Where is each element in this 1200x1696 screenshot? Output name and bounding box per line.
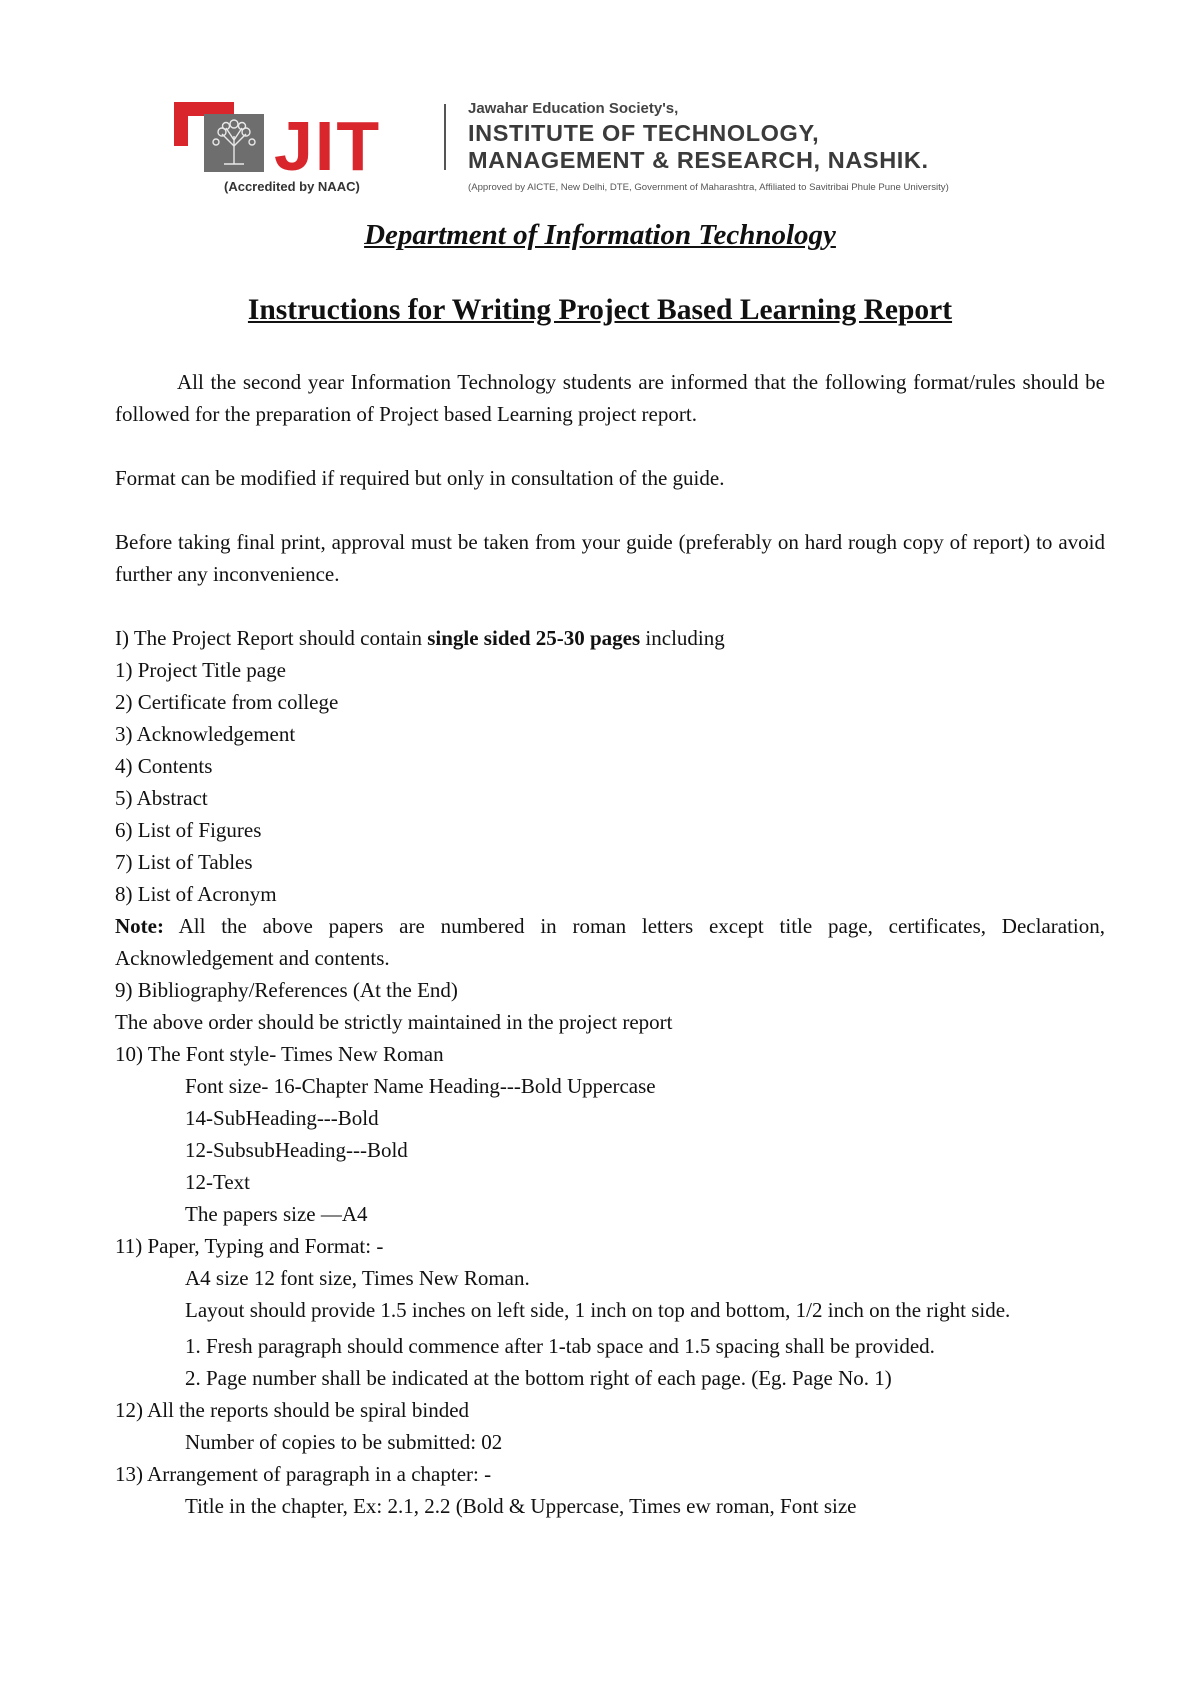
accreditation-label: (Accredited by NAAC) (224, 179, 360, 194)
list-item: 6) List of Figures (115, 818, 262, 842)
intro-paragraph: All the second year Information Technology students are informed that the following format/rules should be followed for the preparation of Project based Learning project report. (115, 370, 1105, 426)
section1-heading: I) The Project Report should contain single sided 25-30 pages including (115, 626, 725, 650)
copies-line: Number of copies to be submitted: 02 (185, 1430, 503, 1454)
arrangement-line: Title in the chapter, Ex: 2.1, 2.2 (Bold & Uppercase, Times ew roman, Font size (185, 1494, 857, 1518)
letterhead (172, 96, 1072, 206)
list-item: 3) Acknowledgement (115, 722, 296, 746)
list-item: 9) Bibliography/References (At the End) (115, 978, 458, 1002)
list-item: 5) Abstract (115, 786, 208, 810)
font-style-line: 12-SubsubHeading---Bold (185, 1138, 408, 1162)
page-count-emphasis: single sided 25-30 pages (427, 626, 641, 650)
list-item: 2) Certificate from college (115, 690, 339, 714)
note-label: Note: (115, 914, 164, 938)
society-name: Jawahar Education Society's, (468, 100, 679, 117)
list-item: 7) List of Tables (115, 850, 253, 874)
arrangement-heading: 13) Arrangement of paragraph in a chapter: - (115, 1462, 492, 1486)
font-style-heading: 10) The Font style- Times New Roman (115, 1042, 444, 1066)
numbering-note: Note: All the above papers are numbered in roman letters except title page, certificates, Declaration, Acknowledgement and contents. (115, 914, 1105, 970)
institute-name-line2: MANAGEMENT & RESEARCH, NASHIK. (468, 147, 929, 173)
font-style-line: Font size- 16-Chapter Name Heading---Bold Uppercase (185, 1074, 656, 1098)
document-body (115, 366, 1105, 1522)
paper-line: 1. Fresh paragraph should commence after 1-tab space and 1.5 spacing shall be provided. (185, 1334, 935, 1358)
paper-line: A4 size 12 font size, Times New Roman. (185, 1266, 530, 1290)
institute-name-line1: INSTITUTE OF TECHNOLOGY, (468, 120, 820, 146)
approval-line: (Approved by AICTE, New Delhi, DTE, Government of Maharashtra, Affiliated to Savitribai Phule Pune University) (468, 182, 949, 193)
paper-line: Layout should provide 1.5 inches on left side, 1 inch on top and bottom, 1/2 inch on the right side. (185, 1298, 1011, 1322)
document-title: Instructions for Writing Project Based Learning Report (247, 294, 953, 326)
binding-heading: 12) All the reports should be spiral binded (115, 1398, 470, 1422)
logo-letters: JIT (274, 107, 382, 182)
list-item: 1) Project Title page (115, 658, 286, 682)
jit-logo-icon (174, 102, 414, 182)
paper-heading: 11) Paper, Typing and Format: - (115, 1234, 384, 1258)
department-heading: Department of Information Technology (364, 219, 836, 251)
font-style-line: 14-SubHeading---Bold (185, 1106, 379, 1130)
approval-note: Before taking final print, approval must be taken from your guide (preferably on hard rough copy of report) to avoid further any inconvenience. (115, 530, 1105, 586)
list-item: 4) Contents (115, 754, 213, 778)
list-item: 8) List of Acronym (115, 882, 277, 906)
paper-line: 2. Page number shall be indicated at the bottom right of each page. (Eg. Page No. 1) (185, 1366, 892, 1390)
header-divider (444, 104, 446, 170)
order-note: The above order should be strictly maintained in the project report (115, 1010, 673, 1034)
font-style-line: 12-Text (185, 1170, 251, 1194)
format-note: Format can be modified if required but only in consultation of the guide. (115, 466, 725, 490)
font-style-line: The papers size —A4 (185, 1202, 368, 1226)
